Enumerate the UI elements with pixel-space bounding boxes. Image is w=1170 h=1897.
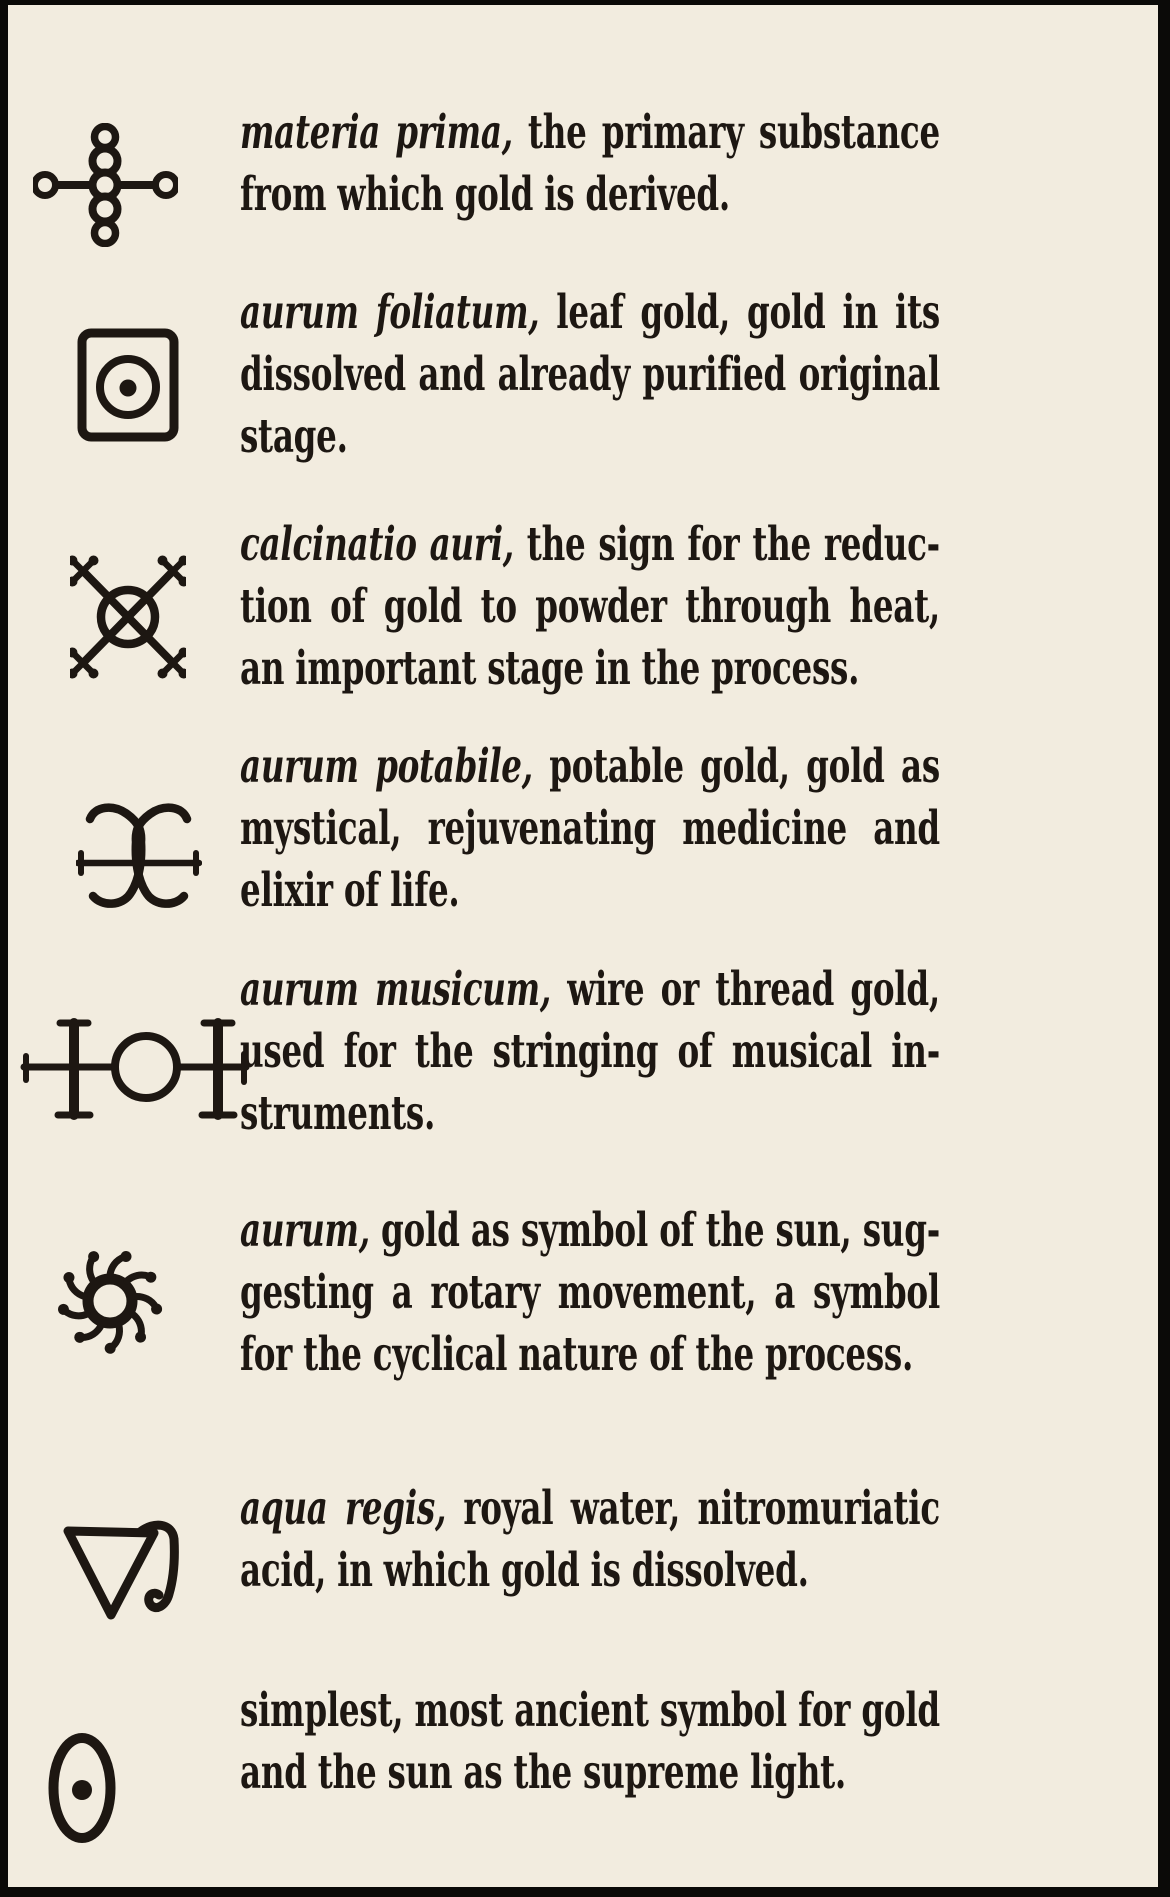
caption (240, 282, 940, 468)
text-line: mystical, rejuvenating medicine and (240, 801, 940, 856)
latin-term: aqua regis, (240, 1481, 447, 1536)
caption (240, 102, 940, 226)
text-line: elixir of life. (240, 863, 460, 918)
text-line: aurum musicum, wire or thread gold, (240, 962, 940, 1017)
caption (240, 736, 940, 922)
text-line: from which gold is derived. (240, 167, 730, 222)
text-line: aurum potabile, potable gold, gold as (240, 739, 940, 794)
caption (240, 1680, 940, 1804)
text-line: and the sun as the supreme light. (240, 1745, 846, 1800)
latin-term: materia prima, (240, 105, 513, 160)
materia-prima-symbol (33, 123, 178, 247)
latin-term: aurum foliatum, (240, 285, 540, 340)
aurum-sun-symbol (53, 1247, 168, 1355)
text-line: calcinatio auri, the sign for the reduc- (240, 517, 940, 572)
text-line: for the cyclical nature of the process. (240, 1327, 914, 1382)
text-line: acid, in which gold is dissolved. (240, 1543, 809, 1598)
calcinatio-auri-symbol (70, 545, 186, 687)
aqua-regis-symbol (60, 1519, 185, 1625)
text-line: tion of gold to powder through heat, (240, 579, 940, 634)
text-line: stage. (240, 409, 348, 464)
latin-term: aurum, (240, 1203, 370, 1258)
text-line: used for the stringing of musical in- (240, 1024, 940, 1079)
latin-term: aurum musicum, (240, 962, 551, 1017)
caption (240, 1478, 940, 1602)
text-line: struments. (240, 1086, 436, 1141)
latin-term: aurum potabile, (240, 739, 533, 794)
text-line: aqua regis, royal water, nitromuriatic (240, 1481, 940, 1536)
text-line: aurum foliatum, leaf gold, gold in its (240, 285, 940, 340)
text-line: an important stage in the process. (240, 641, 860, 696)
caption (240, 514, 940, 700)
latin-term: calcinatio auri, (240, 517, 514, 572)
aurum-potabile-symbol (76, 800, 202, 912)
caption (240, 959, 940, 1145)
aurum-musicum-symbol (20, 1015, 250, 1123)
text-line: aurum, gold as symbol of the sun, sug- (240, 1203, 940, 1258)
aurum-foliatum-symbol (76, 327, 181, 444)
gold-sun-circle-dot-symbol (46, 1731, 118, 1845)
text-line: simplest, most ancient symbol for gold (240, 1683, 940, 1738)
text-line: dissolved and already purified original (240, 347, 940, 402)
caption (240, 1200, 940, 1386)
text-line: materia prima, the primary substance (240, 105, 940, 160)
text-line: gesting a rotary movement, a symbol (240, 1265, 940, 1320)
